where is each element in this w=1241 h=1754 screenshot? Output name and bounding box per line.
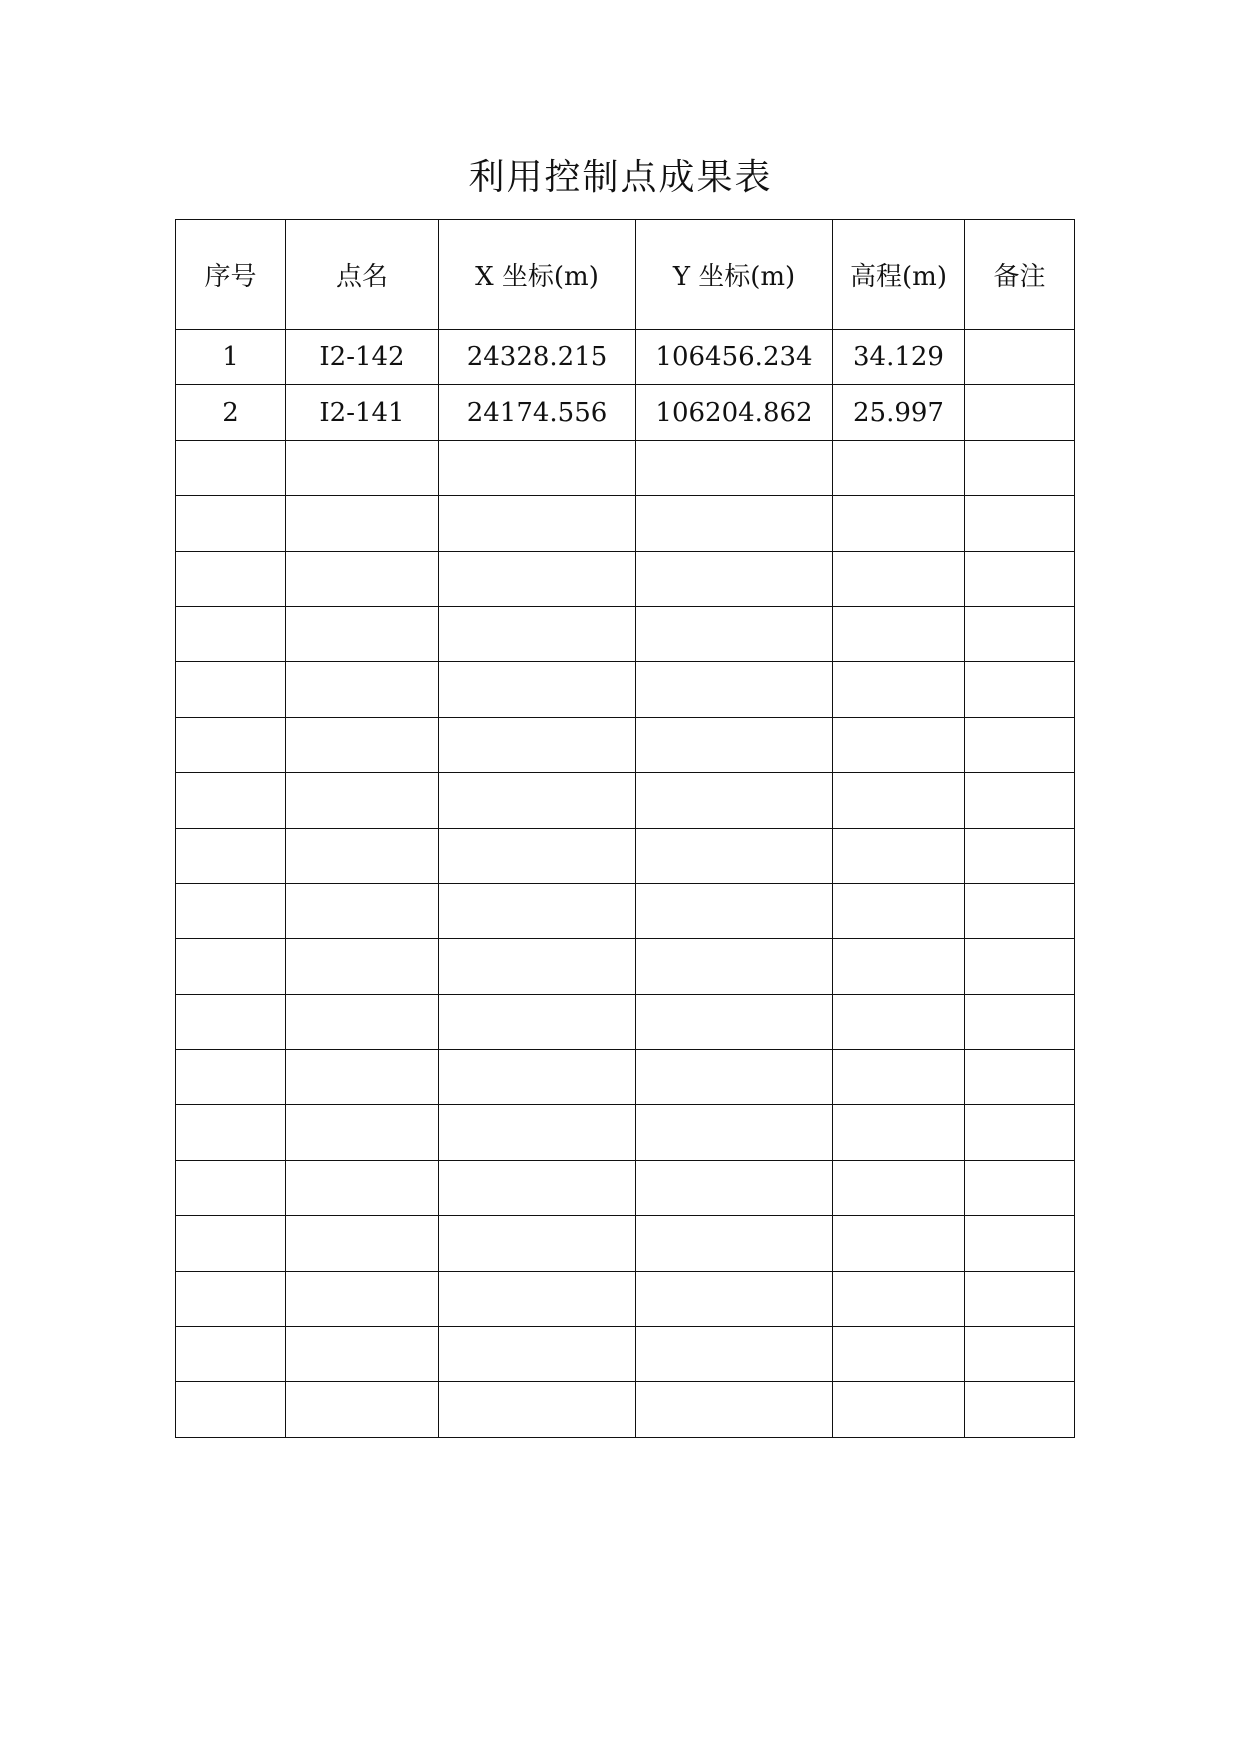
- control-point-table-container: [175, 219, 1075, 1438]
- cell-x-coordinate: [439, 994, 636, 1049]
- cell-elevation: [833, 1327, 965, 1382]
- cell-elevation: [833, 440, 965, 495]
- cell-elevation: [833, 994, 965, 1049]
- cell-point-name: [286, 1271, 439, 1326]
- cell-index: [176, 1160, 286, 1215]
- cell-index: [176, 551, 286, 606]
- cell-x-coordinate: [439, 1105, 636, 1160]
- cell-point-name: [286, 1327, 439, 1382]
- cell-point-name: I2-141: [286, 385, 439, 440]
- cell-point-name: [286, 1160, 439, 1215]
- cell-remarks: [965, 440, 1075, 495]
- cell-remarks: [965, 496, 1075, 551]
- table-row: [176, 1050, 1075, 1105]
- cell-x-coordinate: [439, 717, 636, 772]
- cell-x-coordinate: [439, 828, 636, 883]
- table-row: [176, 662, 1075, 717]
- cell-point-name: [286, 1382, 439, 1437]
- cell-y-coordinate: [636, 662, 833, 717]
- cell-remarks: [965, 1327, 1075, 1382]
- cell-elevation: [833, 1382, 965, 1437]
- table-row: [176, 385, 1075, 440]
- cell-x-coordinate: [439, 1160, 636, 1215]
- cell-index: [176, 773, 286, 828]
- cell-point-name: [286, 773, 439, 828]
- cell-index: [176, 1271, 286, 1326]
- cell-elevation: 25.997: [833, 385, 965, 440]
- header-remarks: 备注: [965, 220, 1075, 330]
- cell-y-coordinate: [636, 551, 833, 606]
- cell-remarks: [965, 773, 1075, 828]
- cell-remarks: [965, 1105, 1075, 1160]
- cell-elevation: [833, 1105, 965, 1160]
- cell-index: 2: [176, 385, 286, 440]
- cell-y-coordinate: [636, 606, 833, 661]
- cell-point-name: [286, 662, 439, 717]
- cell-x-coordinate: [439, 662, 636, 717]
- cell-index: [176, 717, 286, 772]
- cell-point-name: [286, 883, 439, 938]
- cell-y-coordinate: [636, 1105, 833, 1160]
- cell-index: [176, 662, 286, 717]
- cell-point-name: [286, 828, 439, 883]
- cell-x-coordinate: [439, 1216, 636, 1271]
- page-title: 利用控制点成果表: [468, 157, 773, 198]
- cell-x-coordinate: [439, 440, 636, 495]
- cell-x-coordinate: [439, 1327, 636, 1382]
- cell-y-coordinate: 106204.862: [636, 385, 833, 440]
- table-header: [176, 220, 1075, 330]
- cell-x-coordinate: [439, 883, 636, 938]
- table-row: [176, 717, 1075, 772]
- header-point-name: 点名: [286, 220, 439, 330]
- cell-remarks: [965, 330, 1075, 385]
- cell-point-name: [286, 1050, 439, 1105]
- cell-index: [176, 1050, 286, 1105]
- cell-x-coordinate: [439, 1382, 636, 1437]
- cell-point-name: [286, 551, 439, 606]
- cell-point-name: [286, 440, 439, 495]
- cell-remarks: [965, 828, 1075, 883]
- table-row: [176, 440, 1075, 495]
- cell-index: [176, 496, 286, 551]
- table-row: [176, 551, 1075, 606]
- table-row: [176, 883, 1075, 938]
- cell-remarks: [965, 606, 1075, 661]
- header-x-coordinate: X 坐标(m): [439, 220, 636, 330]
- cell-point-name: [286, 939, 439, 994]
- header-row: [176, 220, 1075, 330]
- cell-elevation: [833, 1216, 965, 1271]
- cell-x-coordinate: [439, 496, 636, 551]
- table-body: [176, 330, 1075, 1438]
- header-y-coordinate: Y 坐标(m): [636, 220, 833, 330]
- cell-index: [176, 606, 286, 661]
- cell-y-coordinate: [636, 939, 833, 994]
- table-row: [176, 939, 1075, 994]
- cell-y-coordinate: [636, 717, 833, 772]
- cell-remarks: [965, 1216, 1075, 1271]
- cell-y-coordinate: [636, 883, 833, 938]
- cell-y-coordinate: [636, 773, 833, 828]
- cell-point-name: [286, 1216, 439, 1271]
- cell-index: [176, 994, 286, 1049]
- cell-elevation: [833, 717, 965, 772]
- cell-index: [176, 939, 286, 994]
- cell-y-coordinate: [636, 440, 833, 495]
- cell-y-coordinate: [636, 1327, 833, 1382]
- cell-index: [176, 1327, 286, 1382]
- cell-x-coordinate: [439, 551, 636, 606]
- cell-elevation: [833, 662, 965, 717]
- cell-y-coordinate: [636, 1216, 833, 1271]
- cell-elevation: 34.129: [833, 330, 965, 385]
- cell-elevation: [833, 828, 965, 883]
- cell-y-coordinate: [636, 1382, 833, 1437]
- table-row: [176, 828, 1075, 883]
- cell-y-coordinate: [636, 496, 833, 551]
- cell-x-coordinate: [439, 606, 636, 661]
- cell-index: [176, 828, 286, 883]
- header-elevation: 高程(m): [833, 220, 965, 330]
- cell-index: [176, 883, 286, 938]
- table-row: [176, 1160, 1075, 1215]
- cell-x-coordinate: [439, 1271, 636, 1326]
- cell-remarks: [965, 939, 1075, 994]
- cell-remarks: [965, 883, 1075, 938]
- table-row: [176, 496, 1075, 551]
- table-row: [176, 1382, 1075, 1437]
- cell-point-name: I2-142: [286, 330, 439, 385]
- cell-y-coordinate: [636, 994, 833, 1049]
- table-row: [176, 1271, 1075, 1326]
- cell-y-coordinate: [636, 1160, 833, 1215]
- cell-elevation: [833, 496, 965, 551]
- cell-point-name: [286, 717, 439, 772]
- cell-x-coordinate: 24174.556: [439, 385, 636, 440]
- cell-y-coordinate: [636, 1271, 833, 1326]
- cell-elevation: [833, 883, 965, 938]
- control-point-table: [175, 219, 1075, 1438]
- table-row: [176, 994, 1075, 1049]
- header-index: 序号: [176, 220, 286, 330]
- cell-y-coordinate: [636, 828, 833, 883]
- cell-y-coordinate: 106456.234: [636, 330, 833, 385]
- cell-x-coordinate: [439, 773, 636, 828]
- cell-index: [176, 1382, 286, 1437]
- cell-index: 1: [176, 330, 286, 385]
- table-row: [176, 1327, 1075, 1382]
- table-row: [176, 606, 1075, 661]
- cell-point-name: [286, 1105, 439, 1160]
- cell-elevation: [833, 606, 965, 661]
- cell-elevation: [833, 1160, 965, 1215]
- cell-remarks: [965, 994, 1075, 1049]
- cell-remarks: [965, 1271, 1075, 1326]
- cell-remarks: [965, 662, 1075, 717]
- cell-remarks: [965, 1160, 1075, 1215]
- cell-index: [176, 1105, 286, 1160]
- cell-remarks: [965, 551, 1075, 606]
- cell-point-name: [286, 606, 439, 661]
- cell-elevation: [833, 1050, 965, 1105]
- cell-index: [176, 1216, 286, 1271]
- cell-index: [176, 440, 286, 495]
- table-row: [176, 1216, 1075, 1271]
- cell-x-coordinate: [439, 1050, 636, 1105]
- cell-point-name: [286, 496, 439, 551]
- cell-elevation: [833, 1271, 965, 1326]
- cell-y-coordinate: [636, 1050, 833, 1105]
- cell-remarks: [965, 385, 1075, 440]
- cell-elevation: [833, 773, 965, 828]
- cell-elevation: [833, 551, 965, 606]
- table-row: [176, 773, 1075, 828]
- cell-remarks: [965, 1050, 1075, 1105]
- cell-remarks: [965, 1382, 1075, 1437]
- table-row: [176, 1105, 1075, 1160]
- cell-remarks: [965, 717, 1075, 772]
- cell-x-coordinate: 24328.215: [439, 330, 636, 385]
- cell-x-coordinate: [439, 939, 636, 994]
- cell-elevation: [833, 939, 965, 994]
- cell-point-name: [286, 994, 439, 1049]
- table-row: [176, 330, 1075, 385]
